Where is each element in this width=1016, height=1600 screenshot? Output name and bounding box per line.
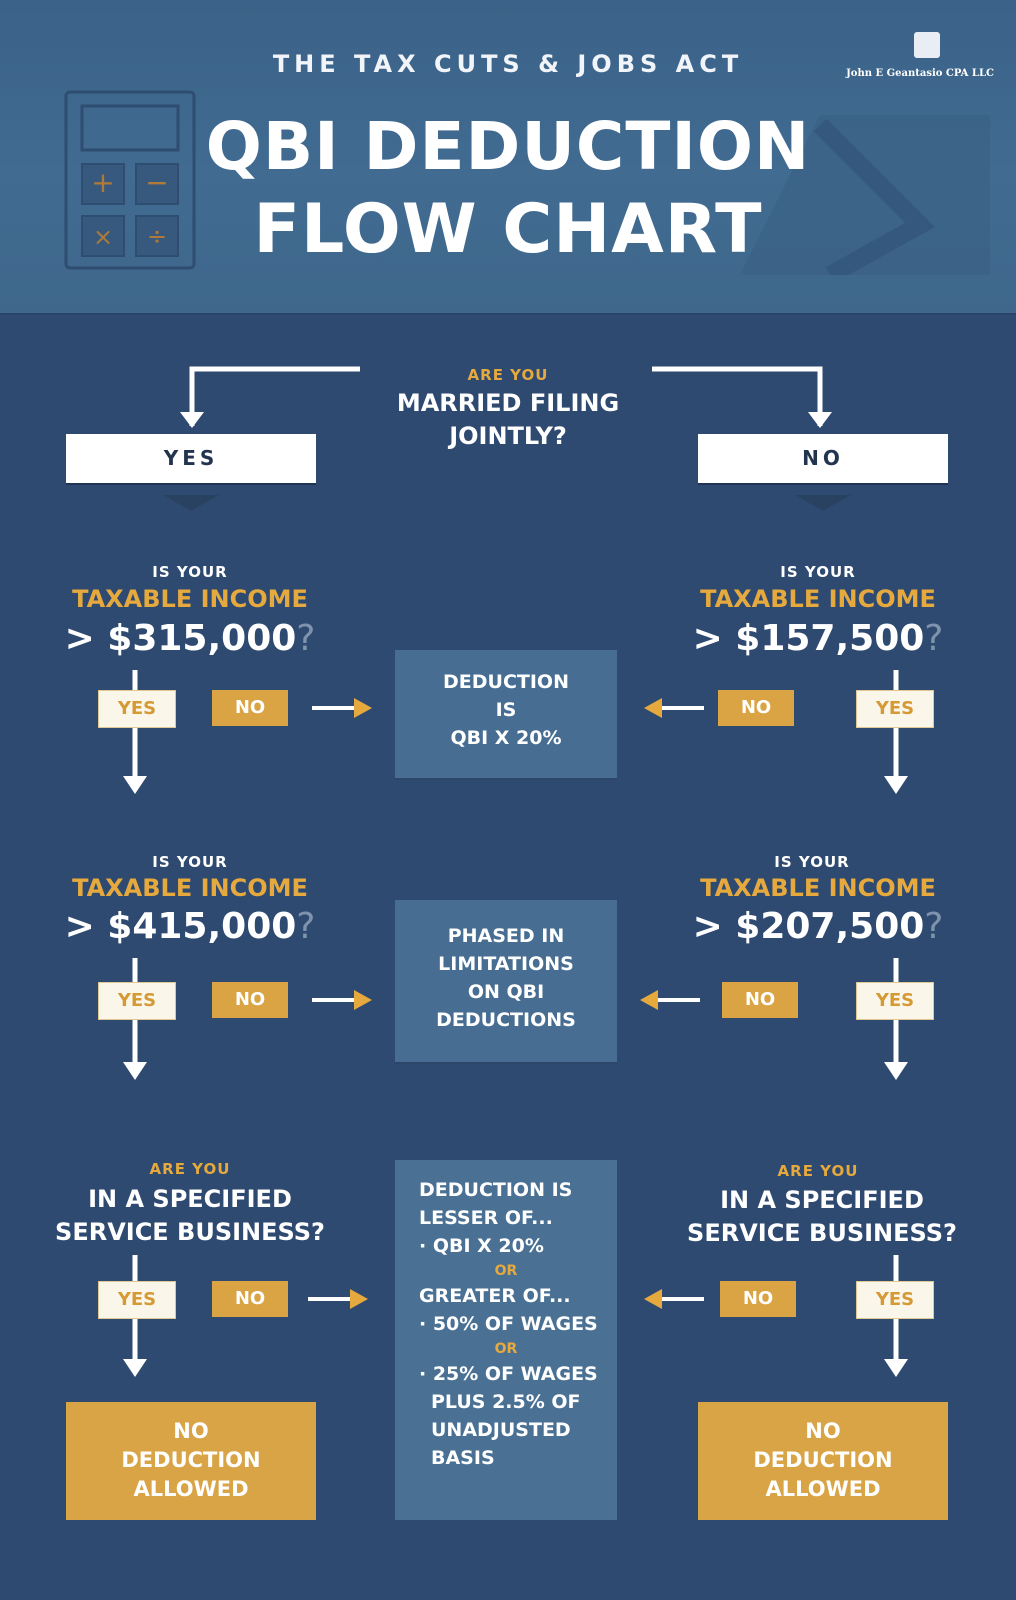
yes-pointer bbox=[163, 495, 219, 511]
left-q2-threshold: > $315,000? bbox=[64, 618, 316, 659]
q1-line-2: JOINTLY? bbox=[449, 422, 567, 450]
box3-or-1: OR bbox=[494, 1263, 518, 1279]
no-married-box: NO bbox=[698, 434, 948, 483]
subtitle: THE TAX CUTS & JOBS ACT bbox=[272, 50, 744, 78]
left-q2-prefix: IS YOUR bbox=[152, 563, 228, 581]
left-no-deduction-line-2: DEDUCTION bbox=[121, 1448, 261, 1472]
left-q3-no: NO bbox=[212, 982, 288, 1018]
right-q4-line-1: IN A SPECIFIED bbox=[720, 1186, 924, 1214]
left-no-deduction-line-1: NO bbox=[173, 1419, 209, 1443]
box3-item-25pct-line-4: BASIS bbox=[431, 1447, 495, 1469]
yes-married-box: YES bbox=[66, 434, 316, 483]
firm-name: John E Geantasio CPA LLC bbox=[846, 68, 994, 79]
box3-item-qbi: · QBI X 20% bbox=[419, 1235, 544, 1257]
box1-line-2: IS bbox=[495, 699, 517, 721]
box3-item-25pct: · 25% OF WAGES bbox=[419, 1363, 598, 1385]
right-q2-label: TAXABLE INCOME bbox=[700, 585, 936, 613]
left-q4-question bbox=[20, 1183, 360, 1249]
box3-heading-1: DEDUCTION IS bbox=[419, 1179, 573, 1201]
q1-question bbox=[358, 387, 658, 453]
right-q4-no: NO bbox=[720, 1281, 796, 1317]
left-q3-label: TAXABLE INCOME bbox=[72, 874, 308, 902]
right-q4-question bbox=[652, 1184, 992, 1250]
svg-text:−: − bbox=[145, 166, 169, 199]
svg-text:÷: ÷ bbox=[146, 222, 168, 250]
page-title-line-1: QBI DEDUCTION bbox=[205, 108, 811, 185]
box1-line-3: QBI X 20% bbox=[450, 727, 562, 749]
deduction-qbi-box bbox=[395, 650, 617, 778]
box2-line-1: PHASED IN bbox=[447, 925, 565, 947]
phased-in-box bbox=[395, 900, 617, 1062]
q1-line-1: MARRIED FILING bbox=[396, 389, 620, 417]
right-q2-yes: YES bbox=[856, 690, 934, 728]
lesser-greater-box bbox=[395, 1160, 617, 1520]
right-q2-no: NO bbox=[718, 690, 794, 726]
left-q4-prefix: ARE YOU bbox=[149, 1160, 231, 1178]
page-title-line-2: FLOW CHART bbox=[253, 190, 763, 269]
left-q3-threshold: > $415,000? bbox=[64, 906, 316, 947]
right-q3-no: NO bbox=[722, 982, 798, 1018]
svg-text:×: × bbox=[92, 223, 114, 251]
right-q3-yes: YES bbox=[856, 982, 934, 1020]
box3-item-wages: · 50% OF WAGES bbox=[419, 1313, 598, 1335]
q1-prefix: ARE YOU bbox=[467, 366, 549, 384]
right-q3-prefix: IS YOUR bbox=[774, 853, 850, 871]
left-q4-line-1: IN A SPECIFIED bbox=[88, 1185, 292, 1213]
right-q4-line-2: SERVICE BUSINESS? bbox=[687, 1219, 957, 1247]
right-no-deduction-line-1: NO bbox=[805, 1419, 841, 1443]
box2-line-3: ON QBI bbox=[467, 981, 545, 1003]
left-q2-no: NO bbox=[212, 690, 288, 726]
left-q4-yes: YES bbox=[98, 1281, 176, 1319]
left-q3-prefix: IS YOUR bbox=[152, 853, 228, 871]
box3-or-2: OR bbox=[494, 1341, 518, 1357]
no-pointer bbox=[795, 495, 851, 511]
box3-heading-2: LESSER OF... bbox=[419, 1207, 553, 1229]
right-q2-prefix: IS YOUR bbox=[780, 563, 856, 581]
left-q4-line-2: SERVICE BUSINESS? bbox=[55, 1218, 325, 1246]
left-q2-yes: YES bbox=[98, 690, 176, 728]
right-q4-prefix: ARE YOU bbox=[777, 1162, 859, 1180]
right-q3-label: TAXABLE INCOME bbox=[700, 874, 936, 902]
svg-text:+: + bbox=[91, 166, 115, 199]
right-q4-yes: YES bbox=[856, 1281, 934, 1319]
right-no-deduction-box bbox=[698, 1402, 948, 1520]
left-q4-no: NO bbox=[212, 1281, 288, 1317]
box2-line-4: DEDUCTIONS bbox=[436, 1009, 576, 1031]
right-no-deduction-line-2: DEDUCTION bbox=[753, 1448, 893, 1472]
left-q2-label: TAXABLE INCOME bbox=[72, 585, 308, 613]
left-q3-yes: YES bbox=[98, 982, 176, 1020]
left-no-deduction-line-3: ALLOWED bbox=[133, 1477, 249, 1501]
box1-line-1: DEDUCTION bbox=[443, 671, 569, 693]
right-no-deduction-line-3: ALLOWED bbox=[765, 1477, 881, 1501]
right-q3-threshold: > $207,500? bbox=[692, 906, 944, 947]
box2-line-2: LIMITATIONS bbox=[438, 953, 574, 975]
right-q2-threshold: > $157,500? bbox=[692, 618, 944, 659]
box3-item-25pct-line-3: UNADJUSTED bbox=[431, 1419, 571, 1441]
box3-item-25pct-line-2: PLUS 2.5% OF bbox=[431, 1391, 581, 1413]
box3-heading-3: GREATER OF... bbox=[419, 1285, 571, 1307]
left-no-deduction-box bbox=[66, 1402, 316, 1520]
